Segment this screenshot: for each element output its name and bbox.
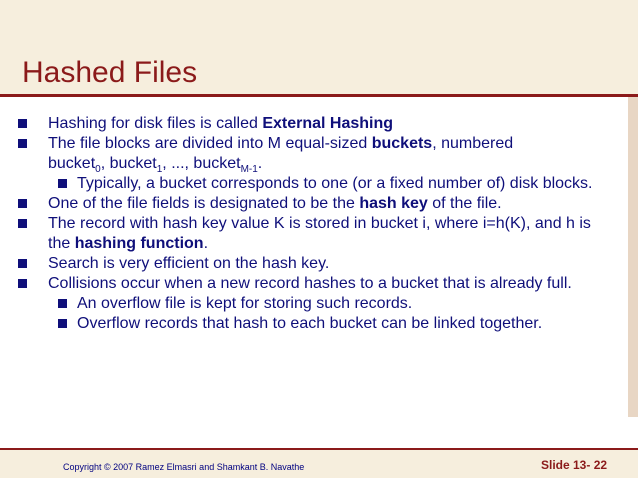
bullet-text: Search is very efficient on the hash key. [48,255,330,272]
bullet-text: of the file. [427,195,502,212]
sub-bullet-item [77,174,602,194]
square-bullet-icon [18,199,27,208]
bullet-list [0,114,620,334]
bullet-text: , numbered [432,135,514,152]
bullet-item [48,194,598,214]
bullet-item [48,274,598,294]
bullet-text: One of the file fields is designated to be the [48,195,360,212]
bullet-item [48,214,598,254]
square-bullet-icon [18,279,27,288]
square-bullet-icon [58,299,67,308]
square-bullet-icon [18,259,27,268]
bullet-item [48,134,598,174]
title-divider [0,94,638,97]
bullet-text: Overflow records that hash to each bucket can be linked together. [77,315,543,332]
sub-bullet-item [77,314,602,334]
square-bullet-icon [18,119,27,128]
bullet-text: The file blocks are divided into M equal-sized [48,135,372,152]
bullet-item [48,114,598,134]
slide-number: Slide 13- 22 [541,458,608,472]
square-bullet-icon [18,219,27,228]
slide-title: Hashed Files [22,56,198,89]
subscript: 0 [95,164,101,176]
bullet-text: An overflow file is kept for storing such records. [77,295,413,312]
bullet-text: . [257,155,263,172]
copyright-text: Copyright © 2007 Ramez Elmasri and Shamkant B. Navathe [63,462,305,472]
side-accent-bar [628,97,638,417]
bullet-text: , ..., bucket [162,155,241,172]
sub-bullet-item [77,294,602,314]
bullet-text: . [203,235,209,252]
bullet-text: Collisions occur when a new record hashes to a bucket that is already full. [48,275,572,292]
square-bullet-icon [18,139,27,148]
bullet-text: bucket [48,155,96,172]
bullet-text: Hashing for disk files is called [48,115,263,132]
square-bullet-icon [58,179,67,188]
subscript: M-1 [240,164,258,176]
bullet-bold-text: External Hashing [262,115,394,132]
header-background [0,0,638,52]
bullet-text: The record with hash key value K is stored in bucket i, where i=h(K), and h is the [48,215,591,252]
bullet-text: , bucket [100,155,157,172]
bullet-item [48,254,598,274]
bullet-bold-text: buckets [371,135,433,152]
bullet-bold-text: hashing function [74,235,204,252]
square-bullet-icon [58,319,67,328]
bullet-text: Typically, a bucket corresponds to one (or a fixed number of) disk blocks. [77,175,593,192]
bullet-bold-text: hash key [359,195,428,212]
subscript: 1 [156,164,163,176]
